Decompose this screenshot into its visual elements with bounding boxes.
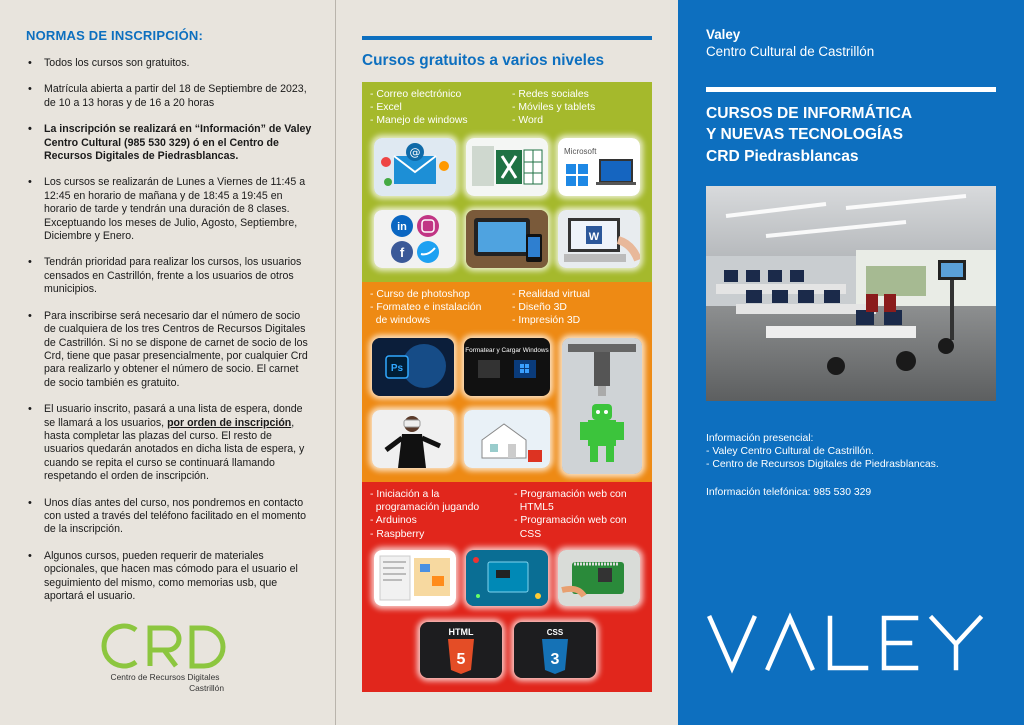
course-item: - Word: [512, 115, 543, 127]
rule-item: • La inscripción se realizará en “Información” de Valey Centro Cultural (985 530 329) ó en el Centro de Recursos Digitales de Piedrasblancas.: [26, 123, 313, 163]
classroom-image: [706, 186, 996, 401]
3d-printer-image: [562, 338, 642, 474]
svg-text:@: @: [409, 146, 421, 159]
photoshop-icon: [372, 338, 454, 396]
course-list-left: [370, 288, 481, 328]
crd-logo: [100, 622, 235, 697]
microsoft-label: Microsoft: [564, 147, 597, 156]
word-image: [558, 210, 640, 268]
panel-cover: [678, 0, 1024, 725]
rule-item: • Para inscribirse será necesario dar el número de socio de cualquiera de los tres Centros de Recursos Digitales de Castrillón. Si no se dispone de carnet de socio de los Crd, tiene que pasar presencialmente, por cualquier Crd para realizarlo y obtener el número de socio. El carnet de socio también es gratuito.: [26, 310, 313, 390]
course-item: - Redes sociales: [512, 89, 589, 100]
course-item: - Arduinos: [370, 515, 417, 527]
svg-text:5: 5: [456, 651, 466, 668]
svg-text:f: f: [399, 245, 405, 260]
waitlist-text-a: El usuario inscrito, pasará a una lista de espera, donde se llamará a los usuarios,: [44, 403, 303, 429]
course-item: programación jugando: [370, 502, 480, 514]
cover-heading-2: Y NUEVAS TECNOLOGÍAS: [706, 126, 903, 143]
html-label: HTML: [448, 627, 474, 637]
email-image: [374, 138, 456, 196]
photoshop-image: [372, 338, 454, 396]
valey-logo-graphic: [706, 612, 998, 674]
3d-printer-icon: [562, 338, 642, 474]
social-image: [374, 210, 456, 268]
course-item: - Programación web con: [514, 515, 627, 527]
vr-headset-icon: [372, 410, 454, 468]
svg-text:W: W: [588, 231, 600, 243]
course-block-programming: [362, 482, 652, 692]
excel-image: [466, 138, 548, 196]
crd-logo-line2: Castrillón: [189, 683, 224, 693]
rule-item: • Unos días antes del curso, nos pondremos en contacto con usted a través del teléfono facilitado en el momento de la inscripción.: [26, 497, 313, 537]
course-item: - Programación web con: [514, 489, 627, 500]
course-item: - Manejo de windows: [370, 115, 468, 127]
info-phone: Información telefónica: 985 530 329: [706, 487, 872, 498]
rule-item: • Todos los cursos son gratuitos.: [26, 57, 313, 70]
windows-image: [558, 138, 640, 196]
crd-logo-line1: Centro de Recursos Digitales: [110, 672, 220, 682]
css-label: CSS: [546, 628, 564, 637]
venue-name: Valey: [706, 27, 741, 42]
cover-heading-1: CURSOS DE INFORMÁTICA: [706, 105, 913, 122]
word-icon: [558, 210, 640, 268]
valey-logo: [706, 612, 998, 679]
house-3d-icon: [464, 410, 550, 468]
course-list-right: [512, 88, 595, 128]
arduino-icon: [466, 550, 548, 606]
rules-title: NORMAS DE INSCRIPCIÓN:: [26, 28, 204, 43]
course-item: - Móviles y tablets: [512, 102, 596, 114]
rule-item: • Algunos cursos, pueden requerir de materiales opcionales, que hacen mas cómodo para el usuario el seguimiento del mismo, como memorias usb, que aportará el usuario.: [26, 550, 313, 604]
raspberry-icon: [558, 550, 640, 606]
raspberry-image: [558, 550, 640, 606]
rule-item: • Los cursos se realizarán de Lunes a Viernes de 11:45 a 12:45 en horario de mañana y de 18:45 a 19:45 en horario de tarde y tendrán una duración de 8 clases. Exceptuando los meses de Julio, Agosto, Septiembre, Diciembre y Enero.: [26, 176, 313, 243]
cover-heading-3: CRD Piedrasblancas: [706, 148, 859, 165]
crd-logo-graphic: [100, 622, 230, 670]
windows-icon: [558, 138, 640, 196]
panel-rules: [0, 0, 335, 725]
course-item: - Curso de photoshop: [370, 289, 470, 300]
svg-text:3: 3: [550, 651, 560, 668]
course-item: - Realidad virtual: [512, 289, 590, 300]
svg-text:in: in: [397, 221, 407, 233]
course-list-left: [370, 88, 468, 128]
rule-item: • Tendrán prioridad para realizar los cursos, los usuarios censados en Castrillón, frente a los usuarios de otros municipios.: [26, 256, 313, 296]
title-rule: [362, 36, 652, 40]
info-in-person: [706, 432, 939, 471]
panel-courses: [336, 0, 678, 725]
course-item: - Impresión 3D: [512, 315, 581, 327]
svg-text:Ps: Ps: [390, 363, 404, 374]
course-list-right: [512, 288, 590, 328]
course-item: CSS: [514, 528, 542, 540]
css3-icon: [514, 622, 596, 678]
html5-image: [420, 622, 502, 678]
css3-image: [514, 622, 596, 678]
email-icon: [374, 138, 456, 196]
course-item: de windows: [370, 315, 431, 327]
tablet-image: [466, 210, 548, 268]
course-block-basic: [362, 82, 652, 282]
waitlist-text-c: , hasta completar las plazas del curso. El resto de usuarios quedarán anotados en dicha lista de espera, y cuando se repita el curso se continuará llamando respetando el orden de inscripción.: [44, 416, 305, 483]
rules-list: [26, 57, 313, 603]
vr-image: [372, 410, 454, 468]
course-item: HTML5: [514, 502, 554, 514]
design-3d-image: [464, 410, 550, 468]
valey-logo-text: VALEY: [852, 639, 903, 656]
crd-letters-text: CRD: [165, 639, 200, 656]
course-item: - Raspberry: [370, 528, 425, 540]
course-list-right: [514, 488, 627, 541]
course-item: - Correo electrónico: [370, 89, 462, 100]
format-windows-icon: [464, 338, 550, 396]
cover-rule: [706, 87, 996, 92]
info-line: - Centro de Recursos Digitales de Piedrasblancas.: [706, 459, 939, 470]
format-windows-image: [464, 338, 550, 396]
scratch-icon: [374, 550, 456, 606]
classroom-photo: [706, 186, 996, 401]
courses-title: Cursos gratuitos a varios niveles: [362, 52, 605, 69]
html5-icon: [420, 622, 502, 678]
format-label: Formatear y Cargar Windows: [465, 347, 549, 354]
venue-subtitle: Centro Cultural de Castrillón: [706, 44, 875, 59]
scratch-image: [374, 550, 456, 606]
rule-item: • Matrícula abierta a partir del 18 de Septiembre de 2023, de 10 a 13 horas y de 16 a 20 horas: [26, 83, 313, 110]
course-item: - Formateo e instalación: [370, 302, 482, 314]
course-list-left: [370, 488, 479, 541]
course-item: - Iniciación a la: [370, 489, 440, 500]
arduino-image: [466, 550, 548, 606]
rule-item-waitlist: [26, 403, 313, 483]
tablet-icon: [466, 210, 548, 268]
social-icon: [374, 210, 456, 268]
course-block-advanced: [362, 282, 652, 482]
info-line: Información presencial:: [706, 433, 814, 444]
course-item: - Diseño 3D: [512, 302, 567, 314]
info-line: - Valey Centro Cultural de Castrillón.: [706, 446, 874, 457]
waitlist-text-b: por orden de inscripción: [167, 416, 292, 429]
course-item: - Excel: [370, 102, 402, 114]
excel-icon: [466, 138, 548, 196]
